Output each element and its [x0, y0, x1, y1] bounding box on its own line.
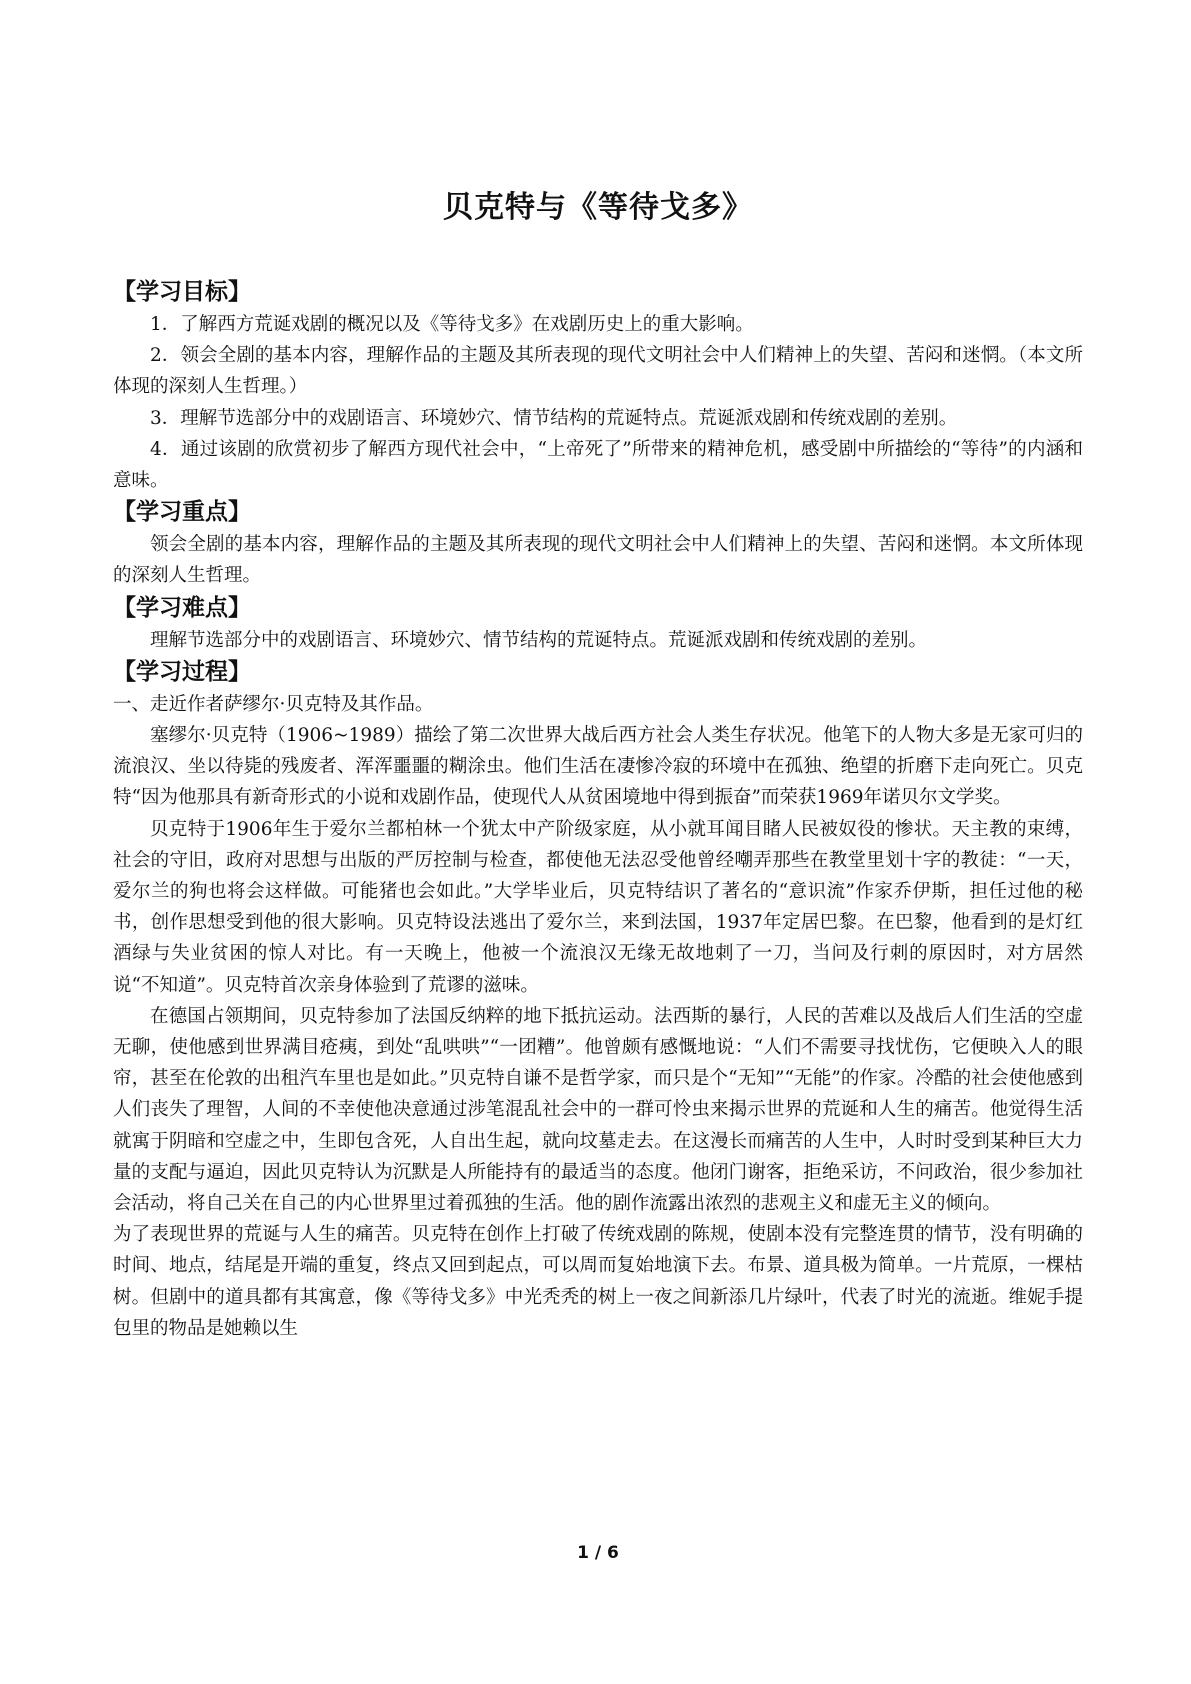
document-body: [113, 276, 1083, 1344]
objective-item-1: 1．了解西方荒诞戏剧的概况以及《等待戈多》在戏剧历史上的重大影响。: [150, 314, 754, 335]
objective-item-3: 3．理解节选部分中的戏剧语言、环境妙穴、情节结构的荒诞特点。荒诞派戏剧和传统戏剧的差别。: [150, 407, 958, 429]
document-page: [113, 0, 1083, 1684]
section-difficulties: [113, 592, 1083, 656]
document-title: 贝克特与《等待戈多》: [443, 190, 753, 226]
process-paragraph-2: 贝克特于1906年生于爱尔兰都柏林一个犹太中产阶级家庭，从小就耳闻目睹人民被奴役的惨状。天主教的束缚，社会的守旧，政府对思想与出版的严厉控制与检查，都使他无法忍受他曾经嘲弄那些在教堂里划十字的教徒：“一天，爱尔兰的狗也将会这样做。可能猪也会如此。”大学毕业后，贝克特结识了著名的“意识流”作家乔伊斯，担任过他的秘书，创作思想受到他的很大影响。贝克特设法逃出了爱尔兰，来到法国，1937年定居巴黎。在巴黎，他看到的是灯红酒绿与失业贫困的惊人对比。有一天晚上，他被一个流浪汉无缘无故地刺了一刀，当问及行刺的原因时，对方居然说“不知道”。贝克特首次亲身体验到了荒谬的滋味。: [113, 818, 1083, 996]
process-paragraph-3: 在德国占领期间，贝克特参加了法国反纳粹的地下抵抗运动。法西斯的暴行，人民的苦难以及战后人们生活的空虚无聊，使他感到世界满目疮痍，到处“乱哄哄”“一团糟”。他曾颇有感慨地说：“人们不需要寻找忧伤，它便映入人的眼帘，甚至在伦敦的出租汽车里也是如此。”贝克特自谦不是哲学家，而只是个“无知”“无能”的作家。冷酷的社会使他感到人们丧失了理智，人间的不幸使他决意通过涉笔混乱社会中的一群可怜虫来揭示世界的荒诞和人生的痛苦。他觉得生活就寓于阴暗和空虚之中，生即包含死，人自出生起，就向坟墓走去。在这漫长而痛苦的人生中，人时时受到某种巨大力量的支配与逼迫，因此贝克特认为沉默是人所能持有的最适当的态度。他闭门谢客，拒绝采访，不问政治，很少参加社会活动，将自己关在自己的内心世界里过着孤独的生活。他的剧作流露出浓烈的悲观主义和虚无主义的倾向。: [113, 1005, 1083, 1215]
difficulties-text: 理解节选部分中的戏剧语言、环境妙穴、情节结构的荒诞特点。荒诞派戏剧和传统戏剧的差别。: [150, 629, 928, 651]
section-objectives: [113, 276, 1083, 496]
section-heading-difficulties: 【学习难点】: [113, 594, 251, 621]
section-process: [113, 656, 1083, 1344]
section-heading-process: 【学习过程】: [113, 658, 251, 685]
objective-item-2: 2．领会全剧的基本内容，理解作品的主题及其所表现的现代文明社会中人们精神上的失望、苦闷和迷惘。（本文所体现的深刻人生哲理。）: [113, 345, 1083, 398]
page-number: 1 / 6: [577, 1543, 619, 1563]
objective-item-4: 4．通过该剧的欣赏初步了解西方现代社会中，“上帝死了”所带来的精神危机，感受剧中所描绘的“等待”的内涵和意味。: [113, 438, 1083, 492]
process-subheading: 一、走近作者萨缪尔·贝克特及其作品。: [113, 693, 434, 715]
key-points-text: 领会全剧的基本内容，理解作品的主题及其所表现的现代文明社会中人们精神上的失望、苦闷和迷惘。本文所体现的深刻人生哲理。: [113, 534, 1083, 587]
process-paragraph-4: 为了表现世界的荒诞与人生的痛苦。贝克特在创作上打破了传统戏剧的陈规，使剧本没有完整连贯的情节，没有明确的时间、地点，结尾是开端的重复，终点又回到起点，可以周而复始地演下去。布景、道具极为简单。一片荒原，一棵枯树。但剧中的道具都有其寓意，像《等待戈多》中光秃秃的树上一夜之间新添几片绿叶，代表了时光的流逝。维妮手提包里的物品是她赖以生: [113, 1224, 1083, 1339]
process-paragraph-1: 塞缪尔·贝克特（1906~1989）描绘了第二次世界大战后西方社会人类生存状况。他笔下的人物大多是无家可归的流浪汉、坐以待毙的残废者、浑浑噩噩的糊涂虫。他们生活在凄惨冷寂的环境中在孤独、绝望的折磨下走向死亡。贝克特“因为他那具有新奇形式的小说和戏剧作品，使现代人从贫困境地中得到振奋”而荣获1969年诺贝尔文学奖。: [113, 725, 1083, 809]
section-heading-key-points: 【学习重点】: [113, 499, 251, 526]
section-key-points: [113, 496, 1083, 591]
section-heading-objectives: 【学习目标】: [113, 279, 251, 305]
